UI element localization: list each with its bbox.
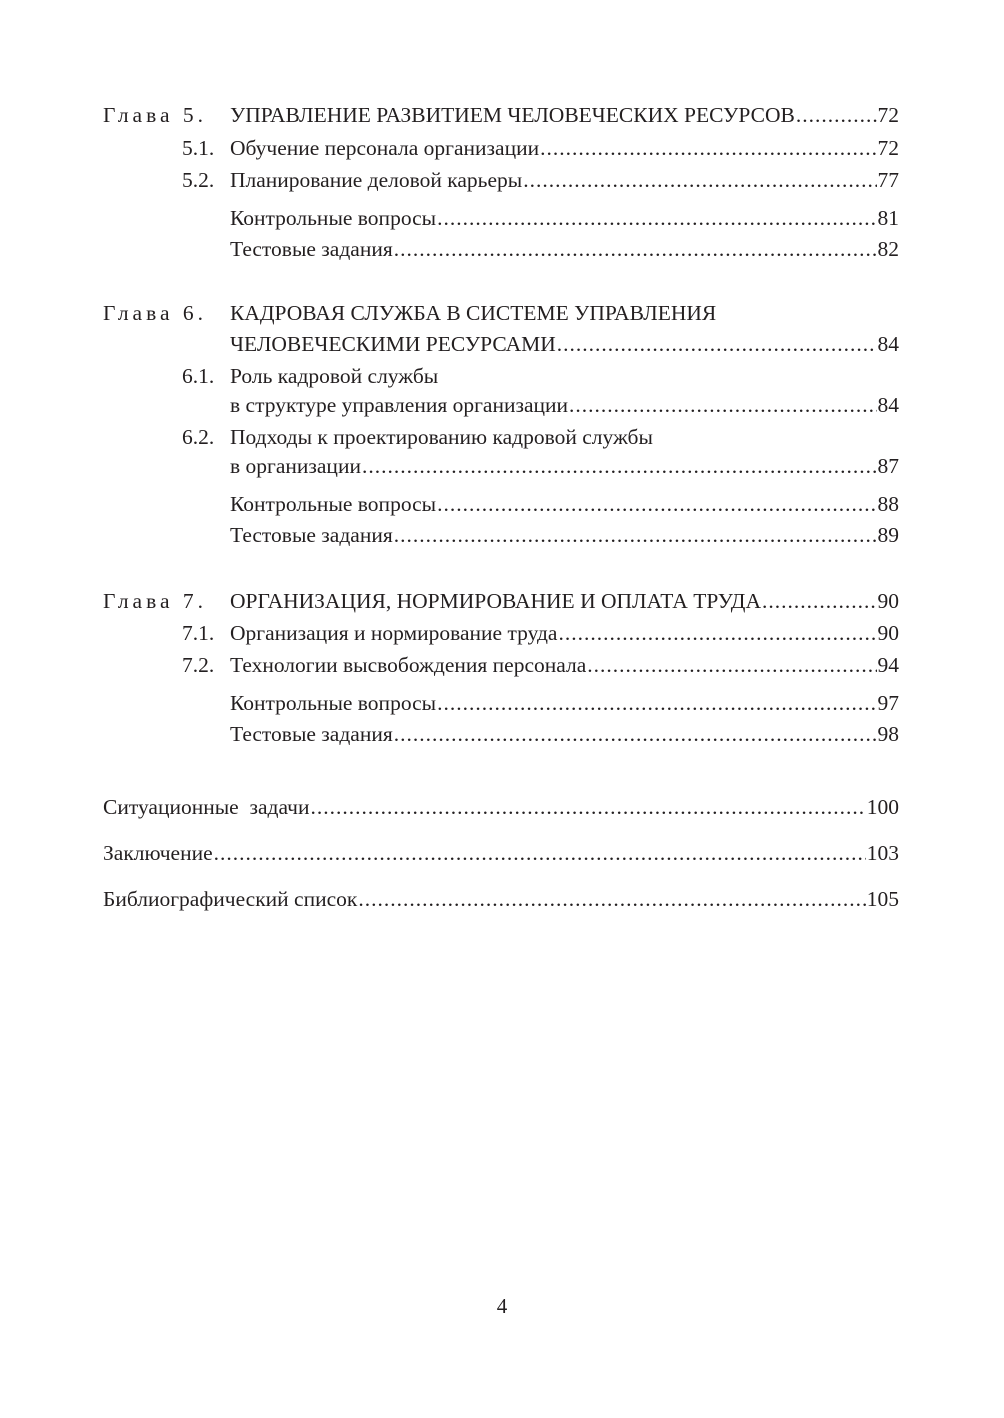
toc-entry: [230, 204, 899, 232]
dot-leader: [394, 720, 877, 748]
page-ref: 81: [877, 206, 899, 230]
section-title: Планирование деловой карьеры: [230, 168, 523, 192]
page-number: 4: [496, 1294, 508, 1318]
page-ref: 72: [877, 103, 899, 127]
toc-entry: [230, 452, 899, 480]
toc-entry: [230, 235, 899, 263]
page-ref: 97: [877, 691, 899, 715]
toc-entry: [230, 521, 899, 549]
extra-title: Контрольные вопросы: [230, 206, 437, 230]
page-ref: 87: [877, 454, 899, 478]
dot-leader: [557, 330, 877, 358]
dot-leader: [437, 204, 876, 232]
toc-entry: [103, 793, 899, 821]
page-ref: 77: [877, 168, 899, 192]
toc-entry: [230, 101, 899, 129]
section-number: 5.2.: [182, 168, 215, 192]
toc-entry: [230, 689, 899, 717]
toc-section-5-1[interactable]: [0, 134, 1004, 162]
page-ref: 90: [877, 621, 899, 645]
chapter-number: Глава 7.: [103, 589, 207, 613]
section-number: 5.1.: [182, 136, 215, 160]
toc-situational-tasks[interactable]: [0, 793, 1004, 821]
section-title-line1: Роль кадровой службы: [230, 364, 439, 388]
section-number: 6.1.: [182, 364, 215, 388]
toc-entry: [103, 839, 899, 867]
page-ref: 84: [877, 393, 899, 417]
chapter-number: Глава 6.: [103, 301, 207, 325]
section-title: Обучение персонала организации: [230, 136, 540, 160]
extra-title: Контрольные вопросы: [230, 691, 437, 715]
section-title-line2: в структуре управления организации: [230, 393, 569, 417]
dot-leader: [394, 235, 877, 263]
toc-entry: [230, 299, 899, 327]
toc-entry: [230, 619, 899, 647]
dot-leader: [362, 452, 877, 480]
page-ref: 72: [877, 136, 899, 160]
toc-bibliography[interactable]: [0, 885, 1004, 913]
page-ref: 88: [877, 492, 899, 516]
chapter-number: Глава 5.: [103, 103, 207, 127]
dot-leader: [796, 101, 877, 129]
page-ref: 105: [866, 887, 899, 911]
section-title-line2: в организации: [230, 454, 361, 478]
page-ref: 90: [877, 589, 899, 613]
toc-entry: [230, 587, 899, 615]
toc-section-6-1-line2[interactable]: [0, 391, 1004, 419]
page-ref: 98: [877, 722, 899, 746]
dot-leader: [569, 391, 876, 419]
toc-entry: [230, 134, 899, 162]
section-number: 7.1.: [182, 621, 215, 645]
toc-chapter-6-line1[interactable]: [0, 299, 1004, 327]
chapter-title: ОРГАНИЗАЦИЯ, НОРМИРОВАНИЕ И ОПЛАТА ТРУДА: [230, 589, 762, 613]
toc-entry: [230, 651, 899, 679]
extra-title: Тестовые задания: [230, 722, 393, 746]
toc-entry: [230, 362, 899, 390]
dot-leader: [358, 885, 865, 913]
dot-leader: [214, 839, 866, 867]
toc-entry: [230, 423, 899, 451]
section-number: 6.2.: [182, 425, 215, 449]
section-title: Технологии высвобождения персонала: [230, 653, 587, 677]
toc-entry: [230, 166, 899, 194]
toc-entry: [230, 330, 899, 358]
page-ref: 103: [866, 841, 899, 865]
chapter-title-line2: ЧЕЛОВЕЧЕСКИМИ РЕСУРСАМИ: [230, 332, 556, 356]
dot-leader: [523, 166, 876, 194]
dot-leader: [762, 587, 876, 615]
toc-chapter-7[interactable]: [0, 587, 1004, 615]
toc-section-6-1-line1[interactable]: [0, 362, 1004, 390]
toc-entry: [103, 885, 899, 913]
toc-section-7-1[interactable]: [0, 619, 1004, 647]
section-number: 7.2.: [182, 653, 215, 677]
toc-test-tasks-7[interactable]: [0, 720, 1004, 748]
dot-leader: [394, 521, 877, 549]
toc-section-6-2-line1[interactable]: [0, 423, 1004, 451]
page-ref: 100: [866, 795, 899, 819]
dot-leader: [437, 689, 876, 717]
toc-control-questions-5[interactable]: [0, 204, 1004, 232]
extra-title: Тестовые задания: [230, 237, 393, 261]
back-matter-title: Заключение: [103, 841, 213, 865]
toc-entry: [230, 391, 899, 419]
chapter-title: УПРАВЛЕНИЕ РАЗВИТИЕМ ЧЕЛОВЕЧЕСКИХ РЕСУРСОВ: [230, 103, 795, 127]
extra-title: Контрольные вопросы: [230, 492, 437, 516]
toc-test-tasks-5[interactable]: [0, 235, 1004, 263]
section-title: Организация и нормирование труда: [230, 621, 558, 645]
toc-conclusion[interactable]: [0, 839, 1004, 867]
page-ref: 89: [877, 523, 899, 547]
dot-leader: [437, 490, 876, 518]
dot-leader: [558, 619, 876, 647]
page-ref: 82: [877, 237, 899, 261]
toc-chapter-5[interactable]: [0, 101, 1004, 129]
dot-leader: [587, 651, 876, 679]
chapter-title-line1: КАДРОВАЯ СЛУЖБА В СИСТЕМЕ УПРАВЛЕНИЯ: [230, 301, 717, 325]
section-title-line1: Подходы к проектированию кадровой службы: [230, 425, 653, 449]
toc-entry: [230, 720, 899, 748]
back-matter-title: Библиографический список: [103, 887, 358, 911]
toc-chapter-6-line2[interactable]: [0, 330, 1004, 358]
toc-control-questions-7[interactable]: [0, 689, 1004, 717]
page-ref: 94: [877, 653, 899, 677]
toc-section-6-2-line2[interactable]: [0, 452, 1004, 480]
page-ref: 84: [877, 332, 899, 356]
back-matter-title: Ситуационные задачи: [103, 795, 310, 819]
toc-section-7-2[interactable]: [0, 651, 1004, 679]
toc-section-5-2[interactable]: [0, 166, 1004, 194]
dot-leader: [310, 793, 865, 821]
extra-title: Тестовые задания: [230, 523, 393, 547]
toc-entry: [230, 490, 899, 518]
dot-leader: [540, 134, 876, 162]
toc-test-tasks-6[interactable]: [0, 521, 1004, 549]
toc-control-questions-6[interactable]: [0, 490, 1004, 518]
